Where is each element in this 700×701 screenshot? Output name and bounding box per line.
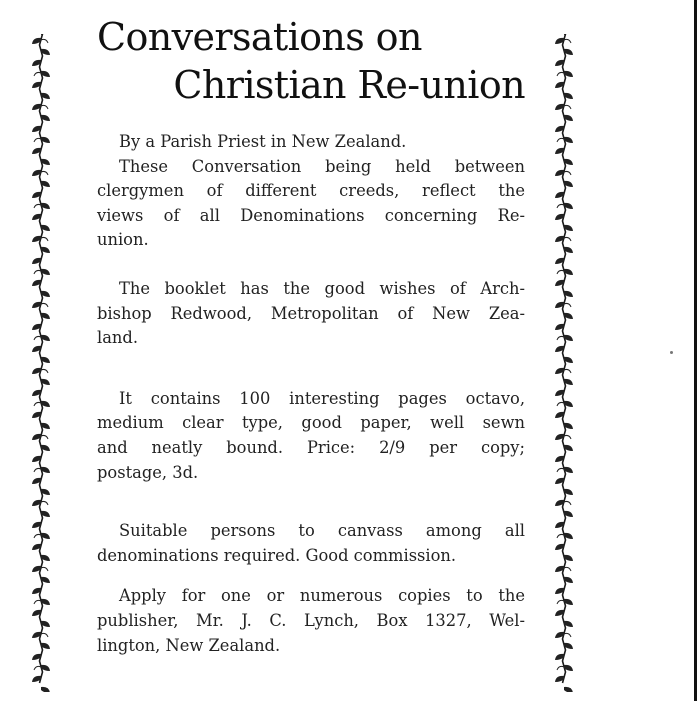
text-line: These Conversation being held between — [119, 156, 525, 176]
text-line: denominations required. Good commission. — [97, 545, 457, 565]
text-line: and neatly bound. Price: 2/9 per copy; — [97, 437, 525, 457]
ornamental-border-left — [28, 34, 54, 692]
vine-ornament-icon — [28, 34, 54, 692]
ad-body — [97, 130, 525, 658]
print-speck — [670, 351, 673, 354]
text-line: union. — [97, 230, 149, 250]
wishes-paragraph — [97, 277, 525, 351]
text-line: medium clear type, good paper, well sewn — [97, 413, 525, 433]
text-line: bishop Redwood, Metropolitan of New Zea- — [97, 303, 525, 323]
text-line: lington, New Zealand. — [97, 635, 281, 655]
text-line: Suitable persons to canvass among all — [119, 521, 525, 541]
vine-ornament-icon — [551, 34, 577, 692]
text-line: clergymen of different creeds, reflect the — [97, 181, 525, 201]
text-line: Apply for one or numerous copies to the — [119, 586, 525, 606]
text-line: By a Parish Priest in New Zealand. — [119, 132, 407, 151]
ornamental-border-right — [551, 34, 577, 692]
text-line: land. — [97, 328, 138, 348]
ad-title-line-2: Christian Re-union — [173, 63, 525, 107]
text-line: postage, 3d. — [97, 462, 199, 482]
text-line: publisher, Mr. J. C. Lynch, Box 1327, Wel- — [97, 610, 525, 630]
advertisement — [97, 14, 525, 658]
text-line: views of all Denominations concerning Re- — [97, 205, 525, 225]
text-line: It contains 100 interesting pages octavo, — [119, 388, 525, 408]
author-paragraph — [97, 130, 525, 155]
page-edge-rule — [694, 0, 697, 701]
contents-paragraph — [97, 387, 525, 485]
conversations-paragraph — [97, 155, 525, 253]
canvass-paragraph — [97, 519, 525, 568]
apply-paragraph — [97, 584, 525, 658]
text-line: The booklet has the good wishes of Arch- — [119, 278, 525, 298]
ad-title-line-1: Conversations on — [97, 15, 422, 59]
